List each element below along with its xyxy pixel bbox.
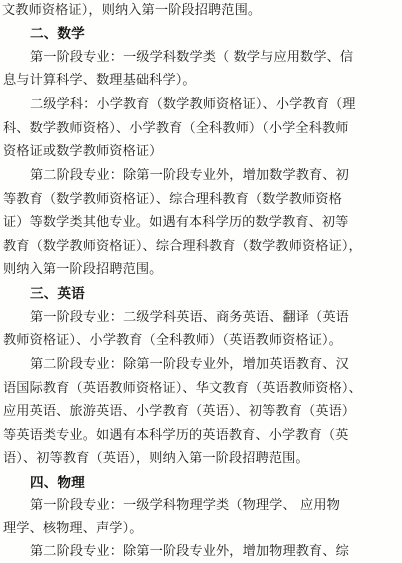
text-line: 教育（数学教师资格证）、综合理科教育（数学教师资格证），: [3, 239, 362, 254]
text-line: 息与计算科学、数理基础科学）。: [3, 73, 196, 88]
text-line: 第一阶段专业：一级学科物理学类（物理学、 应用物: [30, 498, 340, 513]
text-line: 文教师资格证），则纳入第一阶段招聘范围。: [2, 3, 262, 18]
text-line: 资格证或数学教师资格证）: [3, 144, 163, 159]
text-line: 第二阶段专业：除第一阶段专业外，增加物理教育、综: [30, 544, 349, 559]
text-line: 等教育（数学教师资格证）、综合理科教育（数学教师资格: [3, 192, 342, 207]
text-line: 语国际教育（英语教师资格证）、华文教育（英语教师资格）、: [3, 381, 362, 396]
text-line: 语）、初等教育（英语），则纳入第一阶段招聘范围。: [3, 451, 309, 466]
text-line: 第一阶段专业：一级学科数学类（ 数学与应用数学、信: [30, 50, 354, 65]
text-line: 则纳入第一阶段招聘范围。: [3, 262, 163, 277]
text-line: 等英语类专业。如遇有本科学历的英语教育、小学教育（英: [3, 428, 349, 443]
text-line: 科、数学教师资格）、小学教育（全科教师）（小学全科教师: [3, 121, 349, 136]
text-line: 应用英语、旅游英语、小学教育（英语）、初等教育（英语）: [3, 404, 356, 419]
text-line: 第二阶段专业：除第一阶段专业外，增加英语教育、汉: [30, 357, 349, 372]
section-heading-english: 三、英语: [30, 286, 85, 302]
text-line: 教师资格证）、小学教育（全科教师）（英语教师资格证）。: [3, 333, 342, 348]
text-line: 第二阶段专业：除第一阶段专业外，增加数学教育、初: [30, 168, 349, 183]
text-line: 第一阶段专业：二级学科英语、商务英语、翻译（英语: [30, 310, 349, 325]
text-line: 理学、核物理、声学）。: [3, 521, 143, 536]
section-heading-physics: 四、物理: [30, 475, 85, 491]
text-line: 证）等数学类其他专业。如遇有本科学历的数学教育、初等: [3, 215, 349, 230]
section-heading-math: 二、数学: [30, 26, 85, 42]
text-line: 二级学科：小学教育（数学教师资格证）、小学教育（理: [30, 97, 356, 112]
